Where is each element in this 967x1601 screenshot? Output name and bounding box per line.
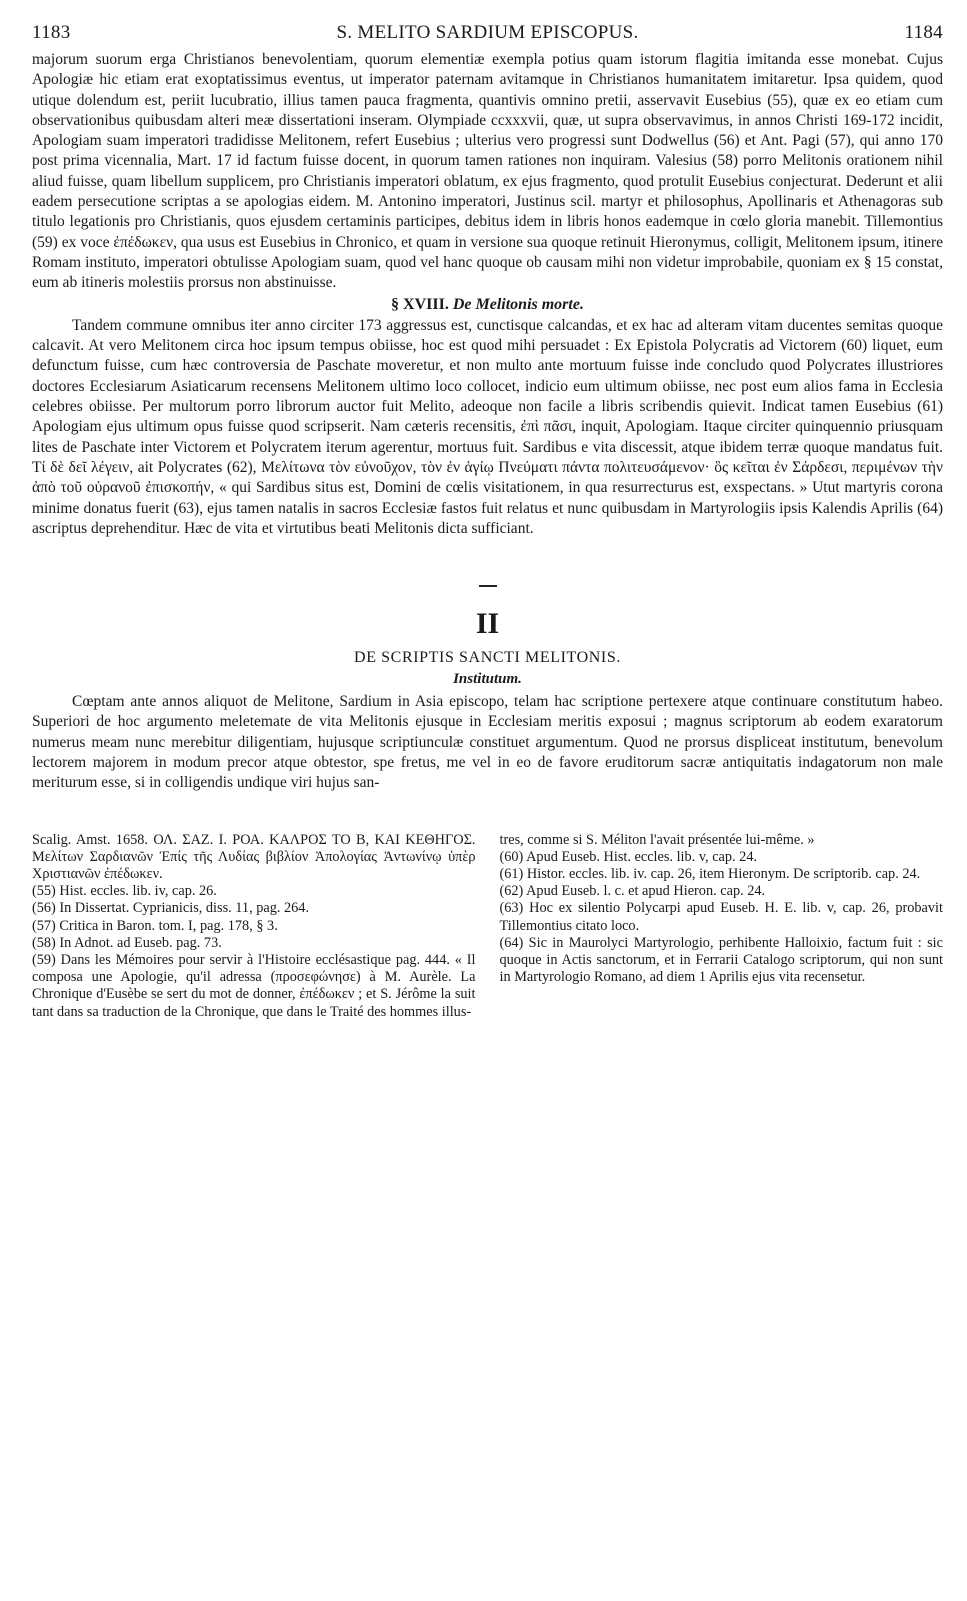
main-text — [32, 50, 943, 539]
footnote-item: (56) In Dissertat. Cyprianicis, diss. 11, pag. 264. — [32, 900, 310, 917]
part-ii-text — [32, 692, 943, 793]
section-number: § XVIII. — [391, 295, 449, 313]
footnotes — [32, 832, 943, 1021]
footnotes-left-column — [32, 832, 476, 1021]
part-subtitle: Institutum. — [453, 671, 522, 688]
section-heading-xviii — [32, 295, 943, 315]
footnote-item: Scalig. Amst. 1658. ΟΛ. ΣΑΖ. Ι. ΡΟΑ. ΚΑΛΡΟΣ ΤΟ Β, ΚΑΙ ΚΕΘΗΓΟΣ. Μελίτων Σαρδιανῶν Ἐπίς τῆς Λυδίας βιβλίον Ἀπολογίας Ἀντωνίνῳ ὑπὲρ Χριστιανῶν ἐπέδωκεν. — [32, 831, 476, 883]
part-title: DE SCRIPTIS SANCTI MELITONIS. — [354, 649, 621, 667]
paragraph-death: Tandem commune omnibus iter anno circiter 173 aggressus est, cunctisque calcandas, et ex hac ad alteram vitam ducentes semitas quoque calcavit. At vero Melitonem circa hoc ipsum tempus obiisse, hoc est quod mihi persuadet : Ex Epistola Polycratis ad Victorem (60) liquet, eum defunctum fuisse, cum hæc controversia de Paschate moveretur, et non multo ante mortuum fuisse inde concludo quod Polycrates illustriores doctores Ecclesiarum Asiaticarum recensens Melitonem ultimo loco collocet, indicio eum ultimum obiisse, nec post eum alios fama in Ecclesia celebres obiisse. Per multorum porro librorum auctor fuit Melito, adeoque non facile a libris scribendis quievit. Indicat tamen Eusebius (61) Apologiam ejus ultimum opus fuisse quod scripserit. Nam cæteris recensitis, ἐπὶ πᾶσι, inquit, Apologiam. Itaque circiter quinquennio priusquam lites de Paschate inter Victorem et Polycratem iterum agerentur, mortuus fuit. Sardibus e vita discessit, atque ibidem terræ quoque mandatus fuit. Τί δὲ δεῖ λέγειν, ait Polycrates (62), Μελίτωνα τὸν εὐνοῦχον, τὸν ἐν ἁγίῳ Πνεύματι πάντα πολιτευσάμενον· ὃς κεῖται ἐν Σάρδεσι, περιμένων τὴν ἀπὸ τοῦ οὐρανοῦ ἐπισκοπήν, « qui Sardibus situs est, Domini de cœlis visitationem, in qua resurrecturus est, exspectans. » Utut martyris corona minime donatus fuerit (63), ejus tamen natalis in sacros Ecclesiæ fastos fuit relatus et nunc quibusdam in Martyrologiis ipsis Kalendis Aprilis (64) ascriptus deprehenditur. Hæc de vita et virtutibus beati Melitonis dicta sufficiant. — [32, 316, 943, 537]
footnote-item: (61) Histor. eccles. lib. iv. cap. 26, item Hieronym. De scriptorib. cap. 24. — [499, 866, 921, 883]
footnote-item: (60) Apud Euseb. Hist. eccles. lib. v, cap. 24. — [499, 848, 758, 865]
footnote-item: (63) Hoc ex silentio Polycarpi apud Euseb. H. E. lib. v, cap. 26, probavit Tillemontius citato loco. — [499, 900, 943, 934]
part-numeral: II — [475, 607, 500, 641]
left-page-number: 1183 — [32, 22, 71, 43]
divider-rule — [479, 585, 497, 587]
footnote-item: (57) Critica in Baron. tom. I, pag. 178, § 3. — [32, 917, 278, 934]
right-page-number: 1184 — [904, 22, 943, 43]
footnote-item: (55) Hist. eccles. lib. iv, cap. 26. — [32, 883, 217, 900]
footnote-item: (59) Dans les Mémoires pour servir à l'Histoire ecclésastique pag. 444. « Il composa une Apologie, qu'il adressa (προσεφώνησε) à M. Aurèle. La Chronique d'Eusèbe se sert du mot de donner, ἐπέδωκεν ; et S. Jérôme la suit tant dans sa traduction de la Chronique, que dans le Traité des hommes illus- — [32, 952, 476, 1020]
paragraph-institutum: Cœptam ante annos aliquot de Melitone, Sardium in Asia episcopo, telam hac scriptione pertexere atque continuare constitutum habeo. Superiori de hoc argumento meletemate de vita Melitonis ejusque in Ecclesiam meritis exposui ; magnus scriptorum ab eodem exaratorum numerus meam nunc merebitur diligentiam, hujusque scriptiunculæ constituet argumentum. Quod ne prorsus displiceat institutum, benevolum lectorem majorem in modum precor atque obtestor, spe fretus, me vel in eo de favore eruditorum sacræ antiquitatis indagatorum non male meriturum esse, si in colligendis undique viri hujus san- — [32, 693, 943, 792]
footnote-item: tres, comme si S. Méliton l'avait présentée lui-même. » — [499, 831, 815, 848]
footnote-item: (58) In Adnot. ad Euseb. pag. 73. — [32, 934, 222, 951]
footnotes-right-column — [500, 832, 944, 1021]
section-title: De Melitonis morte. — [452, 295, 584, 313]
running-title: S. MELITO SARDIUM EPISCOPUS. — [336, 22, 639, 43]
paragraph-apologia: majorum suorum erga Christianos benevolentiam, quorum elementiæ exempla potius quam istorum flagitia imitanda esse monebat. Cujus Apologiæ hic etiam erat exoptatissimus eventus, ut imperator paternam avitamque in Christianos humanitatem imitaretur. Ipsa quidem, quod utique dolendum est, periit lucubratio, illius tamen pauca fragmenta, quantivis omnino pretii, asservavit Eusebius (55), quæ ex eo etiam cum observationibus quibusdam alteri meæ dissertationi inseram. Olympiade ccxxxvii, quæ, ut supra observavimus, in annos Christi 169-172 incidit, Apologiam suam imperatori tradidisse Melitonem, refert Eusebius ; ulterius vero progressi sunt Dodwellus (56) et Ant. Pagi (57), qui anno 170 post prima vicennalia, Mart. 17 id factum fuisse docent, in quorum tamen rationes non inquiram. Valesius (58) porro Melitonis orationem nihil aliud fuisse, quam libellum supplicem, pro Christianis imperatori oblatum, ex ejus fragmento, quod protulit Eusebius conjecturat. Dederunt et alii eadem persecutione scriptas a se apologias eidem. M. Antonino imperatori, Justinus scil. martyr et philosophus, Apollinaris et Athenagoras sub titulo legationis pro Christianis, quos ejusdem certaminis participes, debitus idem in libris honos eademque in cœlo gloria manebit. Tillemontius (59) ex voce ἐπέδωκεν, qua usus est Eusebius in Chronico, et quam in versione sua quoque retinuit Hieronymus, colligit, Melitonem ipsum, itinere Romam instituto, imperatori obtulisse Apologiam suam, quod vel hanc quoque ob causam mihi non videtur improbabile, quoniam ex § 15 constat, eum ab itineris molestiis prorsus non abstinuisse. — [32, 51, 943, 292]
footnote-item: (64) Sic in Maurolyci Martyrologio, perhibente Halloixio, factum fuit : sic quoque in Actis sanctorum, et in Ferrarii Catalogo scriptorum, qui non sunt in Martyrologio Romano, ad diem 1 Aprilis ejus vita recensetur. — [499, 934, 943, 986]
footnote-item: (62) Apud Euseb. l. c. et apud Hieron. cap. 24. — [499, 883, 766, 900]
running-header — [32, 22, 943, 44]
